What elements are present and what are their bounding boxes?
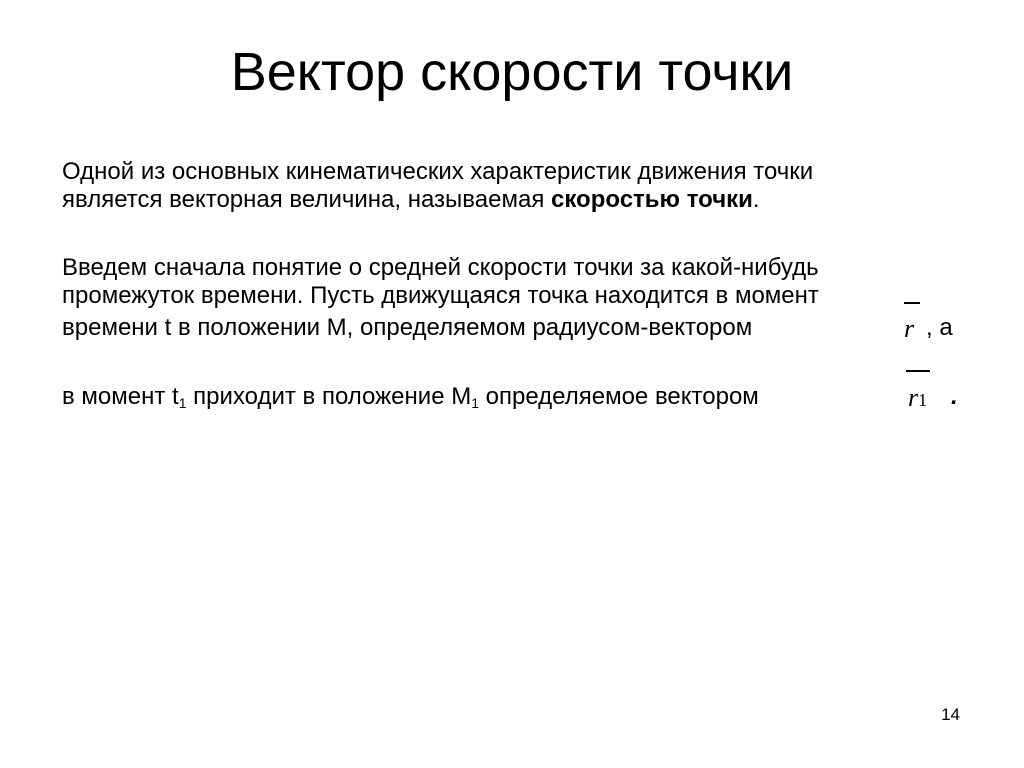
definition-line-2-end: .: [752, 186, 760, 213]
vector-r1-letter: r: [908, 383, 919, 412]
m1-subscript: 1: [471, 395, 479, 411]
vector-r1-symbol: [908, 383, 927, 415]
average-velocity-paragraph: [62, 254, 819, 310]
definition-paragraph: [62, 158, 813, 214]
moment-t1-line: [62, 383, 759, 411]
vector-r1-overbar: [906, 370, 930, 372]
moment-text: в момент t: [62, 383, 179, 410]
position-line-tail: , а: [926, 314, 953, 341]
average-velocity-line-1: Введем сначала понятие о средней скорости точки за какой-нибудь: [62, 254, 819, 281]
velocity-term: скоростью точки: [550, 186, 753, 213]
definition-line-1: Одной из основных кинематических характеристик движения точки: [62, 158, 814, 185]
definition-line-2-start: является векторная величина, называемая: [62, 186, 551, 213]
vector-r1-subscript: 1: [918, 390, 928, 410]
position-text: приходит в положение М: [186, 383, 472, 410]
sentence-end-dot: .: [951, 383, 958, 410]
page-number: 14: [941, 705, 960, 724]
position-line: времени t в положении М, определяемом радиусом-вектором: [62, 314, 753, 341]
vector-r-overbar: [904, 302, 920, 304]
slide-title: Вектор скорости точки: [230, 42, 794, 102]
average-velocity-line-2: промежуток времени. Пусть движущаяся точка находится в момент: [62, 282, 819, 309]
vector-r-symbol: r: [904, 314, 915, 343]
vector-text: определяемое вектором: [479, 383, 759, 410]
t1-subscript: 1: [178, 395, 187, 411]
